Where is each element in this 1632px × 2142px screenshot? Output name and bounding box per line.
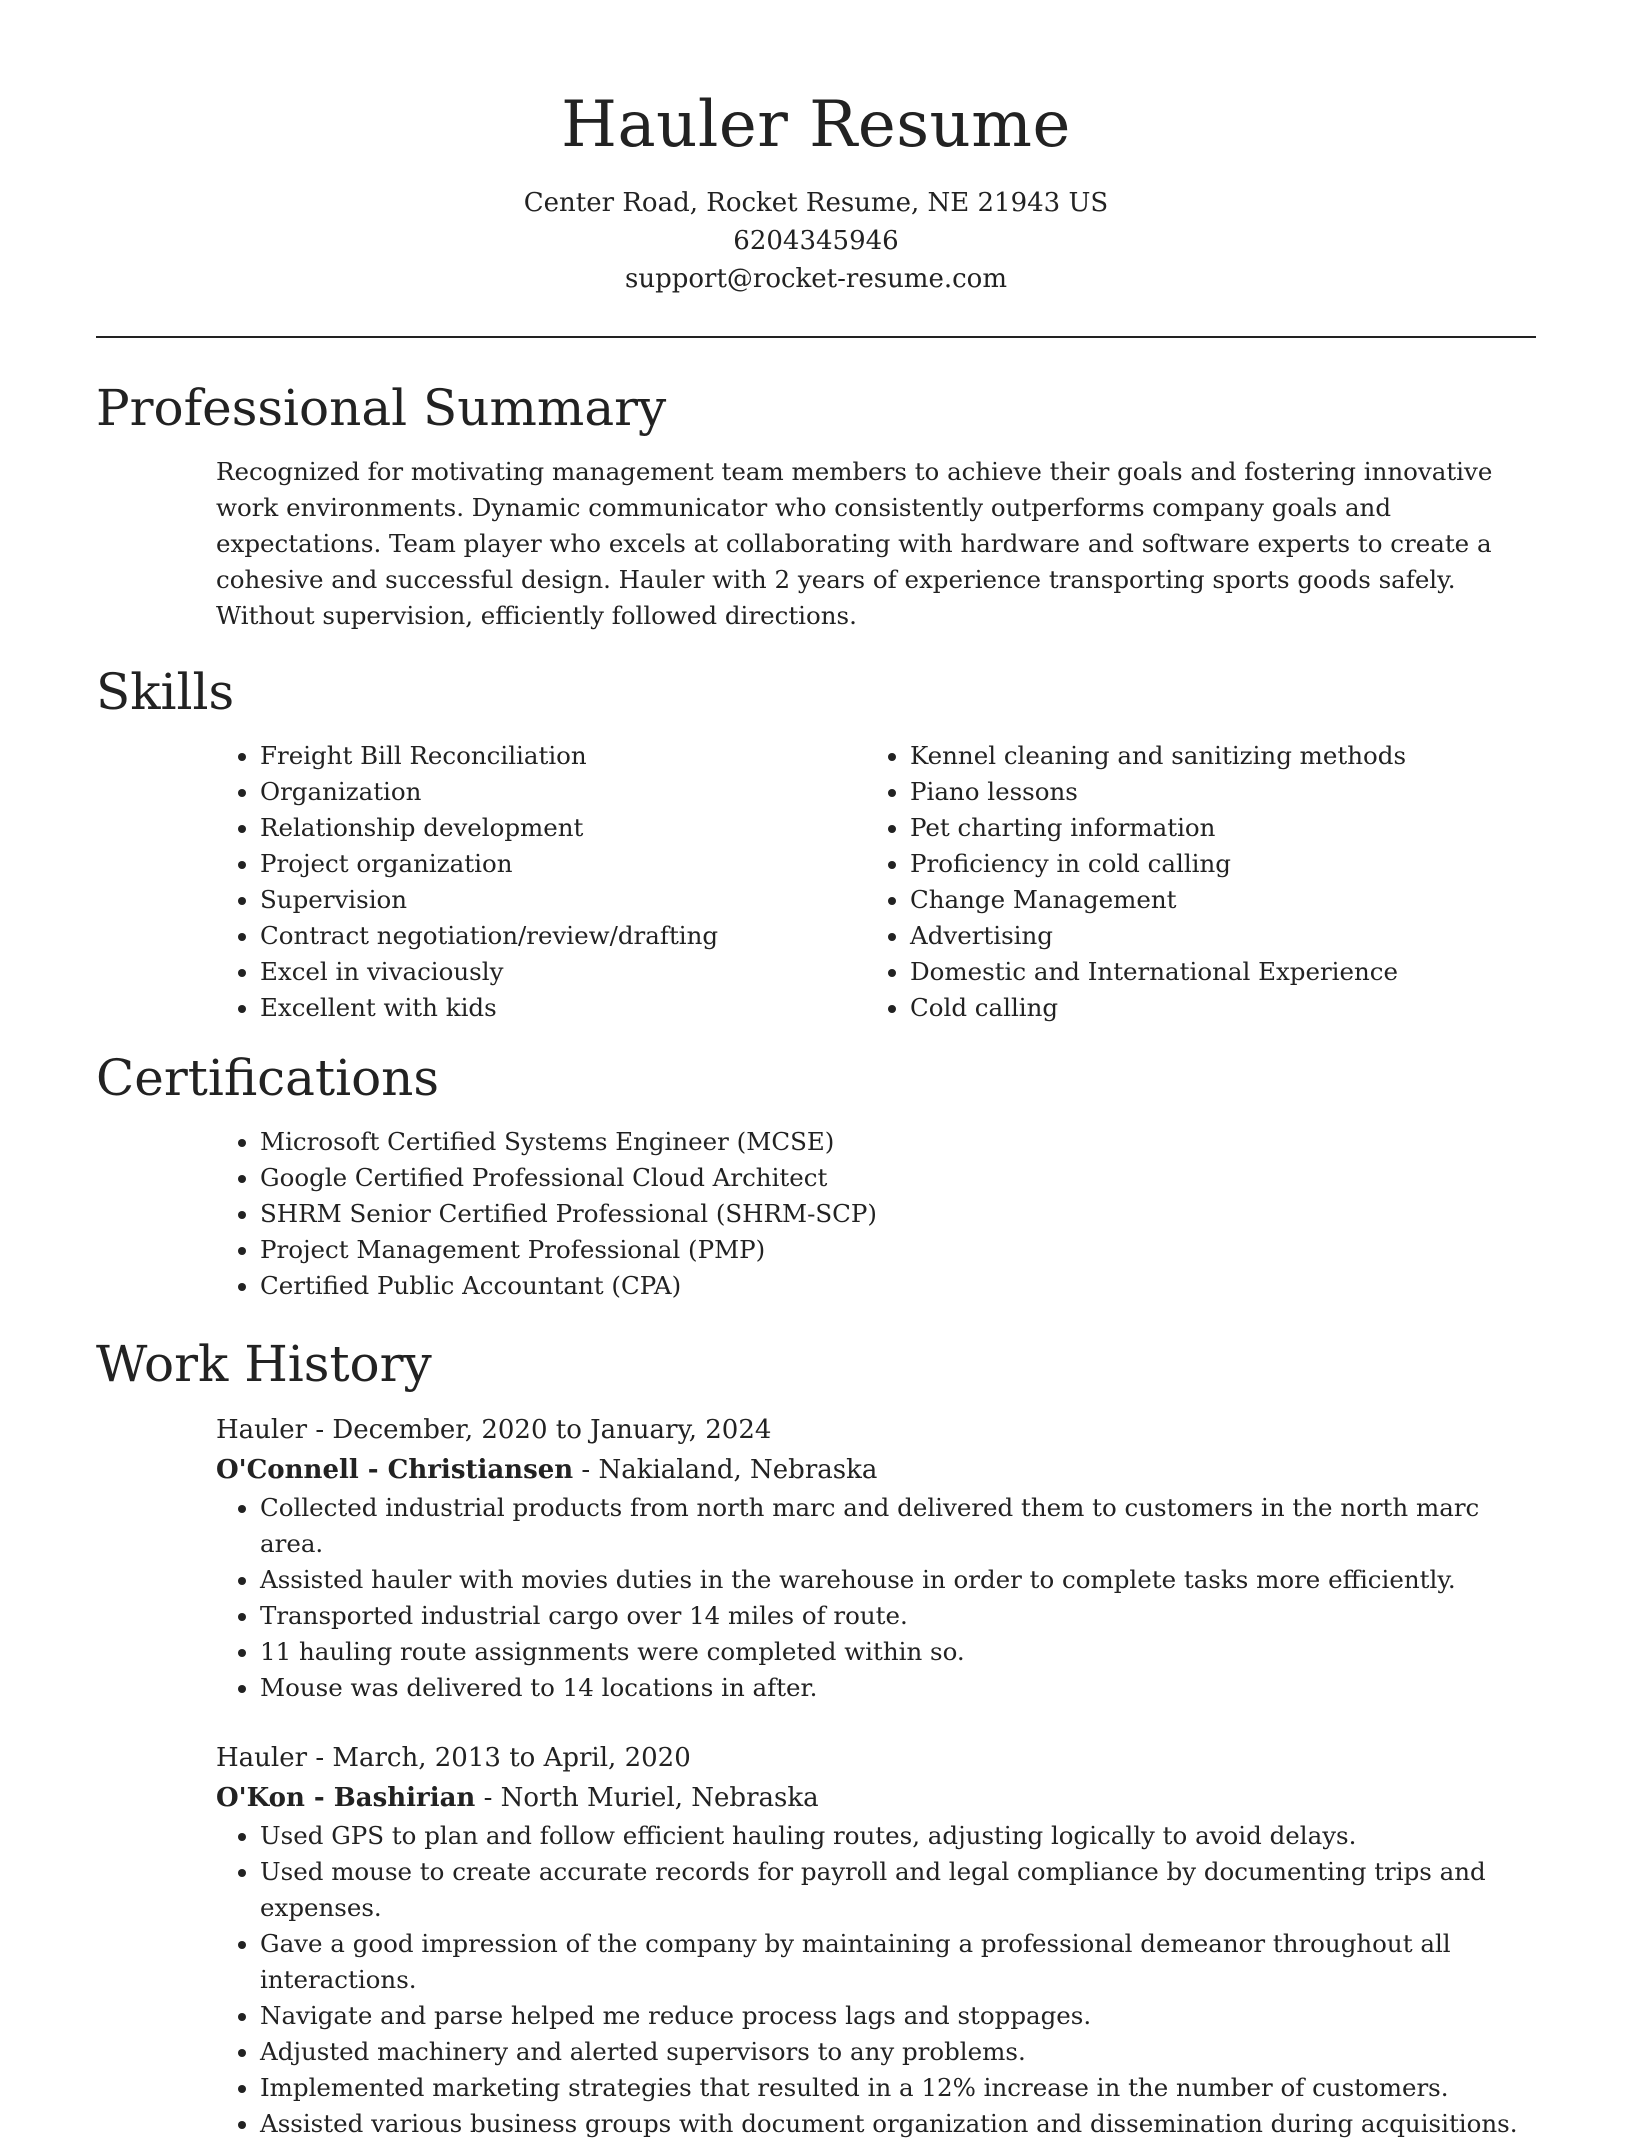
- resume-page: [96, 0, 1536, 2142]
- skills-column-left: [216, 738, 866, 1026]
- skills-grid: [216, 738, 1536, 1026]
- job-duties-list: [216, 1490, 1536, 1706]
- job-title-line: [216, 1410, 1536, 1450]
- work-history-heading: Work History: [96, 1335, 432, 1393]
- job-duty: • Collected industrial products from north marc and delivered them to customers in the north marc area.: [260, 1490, 1536, 1562]
- skill-item: • Supervision: [260, 882, 866, 918]
- certification-item: • Google Certified Professional Cloud Architect: [260, 1160, 1536, 1196]
- certifications-section: [216, 1124, 1536, 1304]
- skill-item: • Cold calling: [910, 990, 1516, 1026]
- skills-heading: Skills: [96, 663, 235, 721]
- job-company-line: [216, 1778, 1536, 1818]
- job-duty: • Used mouse to create accurate records for payroll and legal compliance by documenting trips and expenses.: [260, 1854, 1536, 1926]
- job-duties-list: [216, 1818, 1536, 2142]
- job-duty: • Implemented marketing strategies that resulted in a 12% increase in the number of customers.: [260, 2070, 1536, 2106]
- skill-item: • Freight Bill Reconciliation: [260, 738, 866, 774]
- job-duty: • 11 hauling route assignments were completed within so.: [260, 1634, 1536, 1670]
- job-duty: • Used GPS to plan and follow efficient hauling routes, adjusting logically to avoid delays.: [260, 1818, 1536, 1854]
- job-role: Hauler: [216, 1415, 308, 1445]
- skill-item: • Domestic and International Experience: [910, 954, 1516, 990]
- skill-item: • Contract negotiation/review/drafting: [260, 918, 866, 954]
- skill-item: • Excellent with kids: [260, 990, 866, 1026]
- certification-item: • Project Management Professional (PMP): [260, 1232, 1536, 1268]
- job-duty: • Assisted hauler with movies duties in the warehouse in order to complete tasks more efficiently.: [260, 1562, 1536, 1598]
- contact-info: [96, 184, 1536, 298]
- skill-item: • Proficiency in cold calling: [910, 846, 1516, 882]
- job-entry: [216, 1738, 1536, 2142]
- header-divider: [96, 336, 1536, 338]
- certification-item: • Certified Public Accountant (CPA): [260, 1268, 1536, 1304]
- skill-item: • Advertising: [910, 918, 1516, 954]
- job-duty: • Gave a good impression of the company by maintaining a professional demeanor throughout all interactions.: [260, 1926, 1536, 1998]
- skills-column-right: [866, 738, 1516, 1026]
- resume-name: Hauler Resume: [561, 88, 1071, 162]
- skill-item: • Pet charting information: [910, 810, 1516, 846]
- job-company: O'Kon - Bashirian: [216, 1783, 476, 1813]
- certification-item: • Microsoft Certified Systems Engineer (MCSE): [260, 1124, 1536, 1160]
- certification-item: • SHRM Senior Certified Professional (SHRM-SCP): [260, 1196, 1536, 1232]
- job-role: Hauler: [216, 1743, 308, 1773]
- job-duty: • Assisted various business groups with document organization and dissemination during acquisitions.: [260, 2106, 1536, 2142]
- job-duty: • Transported industrial cargo over 14 miles of route.: [260, 1598, 1536, 1634]
- contact-address: Center Road, Rocket Resume, NE 21943 US: [523, 188, 1109, 218]
- skill-item: • Kennel cleaning and sanitizing methods: [910, 738, 1516, 774]
- summary-text: Recognized for motivating management team members to achieve their goals and fostering innovative work environments. Dynamic communicator who consistently outperforms company goals and expectations. Team player who excels at collaborating with hardware and software experts to create a cohesive and successful design. Hauler with 2 years of experience transporting sports goods safely. Without supervision, efficiently followed directions.: [216, 457, 1493, 630]
- job-duty: • Adjusted machinery and alerted supervisors to any problems.: [260, 2034, 1536, 2070]
- skill-item: • Excel in vivaciously: [260, 954, 866, 990]
- skill-item: • Project organization: [260, 846, 866, 882]
- job-company-line: [216, 1450, 1536, 1490]
- job-company: O'Connell - Christiansen: [216, 1455, 574, 1485]
- skill-item: • Piano lessons: [910, 774, 1516, 810]
- contact-phone: 6204345946: [733, 226, 899, 256]
- skills-list-left: [216, 738, 866, 1026]
- skill-item: • Organization: [260, 774, 866, 810]
- job-location: - North Muriel, Nebraska: [475, 1783, 819, 1813]
- job-duty: • Mouse was delivered to 14 locations in after.: [260, 1670, 1536, 1706]
- summary-heading: Professional Summary: [96, 379, 667, 437]
- skills-list-right: [866, 738, 1516, 1026]
- certifications-list: [216, 1124, 1536, 1304]
- job-title-line: [216, 1738, 1536, 1778]
- skill-item: • Relationship development: [260, 810, 866, 846]
- contact-email: support@rocket-resume.com: [624, 264, 1007, 294]
- certifications-heading: Certifications: [96, 1049, 440, 1107]
- job-location: - Nakialand, Nebraska: [573, 1455, 878, 1485]
- job-duty: • Navigate and parse helped me reduce process lags and stoppages.: [260, 1998, 1536, 2034]
- resume-header: [96, 0, 1536, 298]
- job-entry: [216, 1410, 1536, 1706]
- job-dates: - March, 2013 to April, 2020: [307, 1743, 691, 1773]
- skill-item: • Change Management: [910, 882, 1516, 918]
- job-dates: - December, 2020 to January, 2024: [307, 1415, 772, 1445]
